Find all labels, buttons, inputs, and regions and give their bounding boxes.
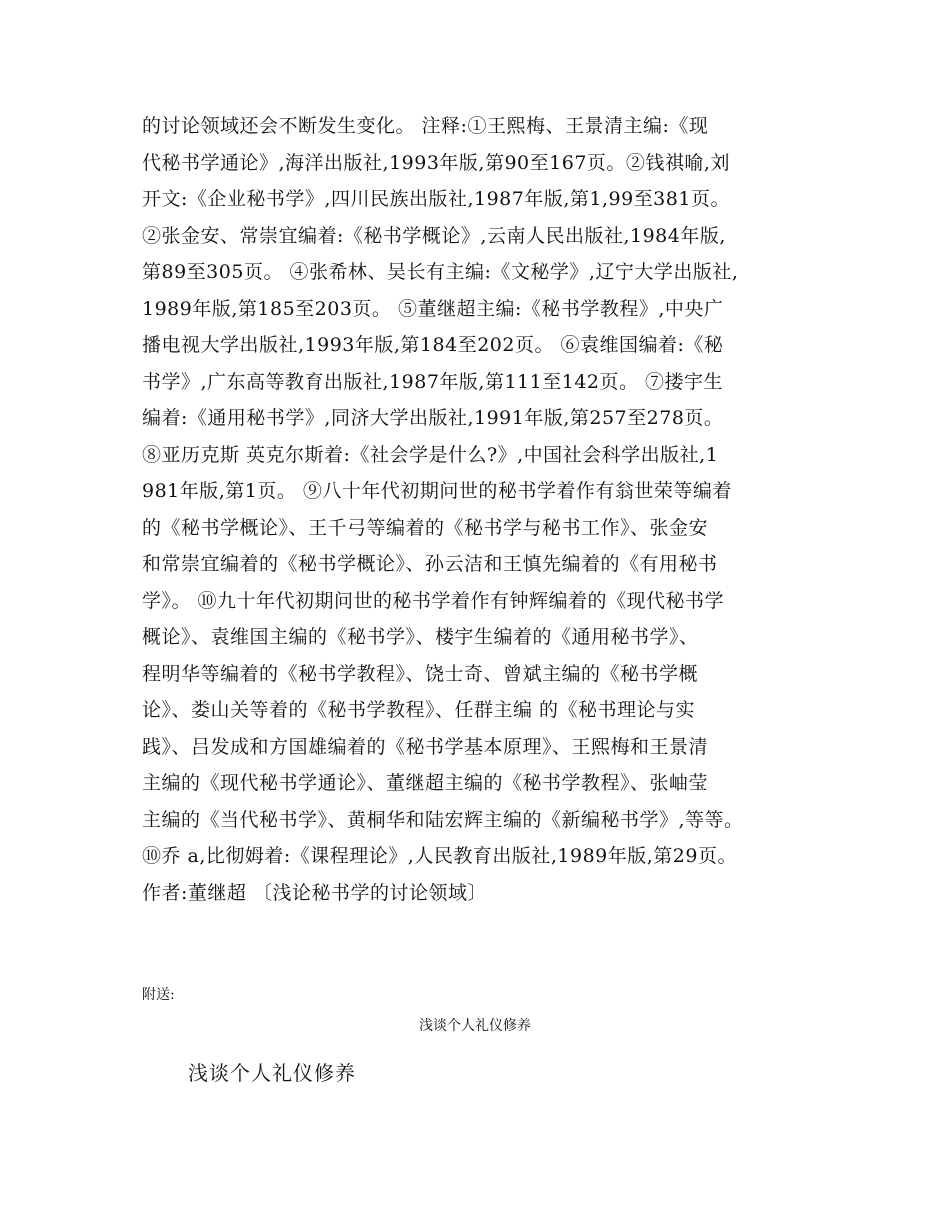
body-text	[142, 108, 842, 911]
body-line-10: ⑧亚历克斯 英克尔斯着:《社会学是什么?》,中国社会科学出版社,1	[142, 443, 719, 466]
body-line-14: 学》。 ⑩九十年代初期问世的秘书学着作有钟辉编着的《现代秘书学	[142, 589, 725, 612]
body-line-3: 开文:《企业秘书学》,四川民族出版社,1987年版,第1,99至381页。	[142, 188, 730, 210]
body-line-11: 981年版,第1页。 ⑨八十年代初期问世的秘书学着作有翁世荣等编着	[142, 480, 732, 502]
body-line-4: ②张金安、常崇宜编着:《秘书学概论》,云南人民出版社,1984年版,	[142, 224, 726, 247]
body-line-2: 代秘书学通论》,海洋出版社,1993年版,第90至167页。②钱祺喻,刘	[142, 151, 730, 174]
body-line-9: 编着:《通用秘书学》,同济大学出版社,1991年版,第257至278页。	[142, 407, 724, 429]
body-line-18: 践》、吕发成和方国雄编着的《秘书学基本原理》、王熙梅和王景清	[142, 735, 709, 758]
body-line-16: 程明华等编着的《秘书学教程》、饶士奇、曾斌主编的《秘书学概	[142, 662, 699, 685]
body-line-21: ⑩乔 a,比彻姆着:《课程理论》,人民教育出版社,1989年版,第29页。	[142, 845, 737, 867]
body-line-15: 概论》、袁维国主编的《秘书学》、楼宇生编着的《通用秘书学》、	[142, 626, 699, 648]
body-line-6: 1989年版,第185至203页。 ⑤董继超主编:《秘书学教程》,中央广	[142, 297, 724, 320]
section-heading: 浅谈个人礼仪修养	[188, 1061, 356, 1085]
body-line-8: 书学》,广东高等教育出版社,1987年版,第111至142页。 ⑦搂宇生	[142, 370, 724, 393]
body-line-22: 作者:董继超 〔浅论秘书学的讨论领域〕	[142, 881, 487, 904]
body-line-1: 的讨论领域还会不断发生变化。 注释:①王熙梅、王景清主编:《现	[142, 115, 709, 137]
body-line-20: 主编的《当代秘书学》、黄桐华和陆宏辉主编的《新编秘书学》,等等。	[142, 808, 744, 831]
body-line-13: 和常崇宜编着的《秘书学概论》、孙云洁和王慎先编着的《有用秘书	[142, 553, 718, 575]
body-line-17: 论》、娄山关等着的《秘书学教程》、任群主编 的《秘书理论与实	[142, 699, 696, 721]
body-line-19: 主编的《现代秘书学通论》、董继超主编的《秘书学教程》、张岫莹	[142, 772, 709, 794]
appendix-label: 附送:	[142, 987, 175, 1003]
appendix-title: 浅谈个人礼仪修养	[419, 1018, 531, 1034]
body-line-5: 第89至305页。 ④张希林、吴长有主编:《文秘学》,辽宁大学出版社,	[142, 261, 739, 283]
body-line-7: 播电视大学出版社,1993年版,第184至202页。 ⑥袁维国编着:《秘	[142, 334, 724, 356]
body-line-12: 的《秘书学概论》、王千弓等编着的《秘书学与秘书工作》、张金安	[142, 516, 709, 539]
